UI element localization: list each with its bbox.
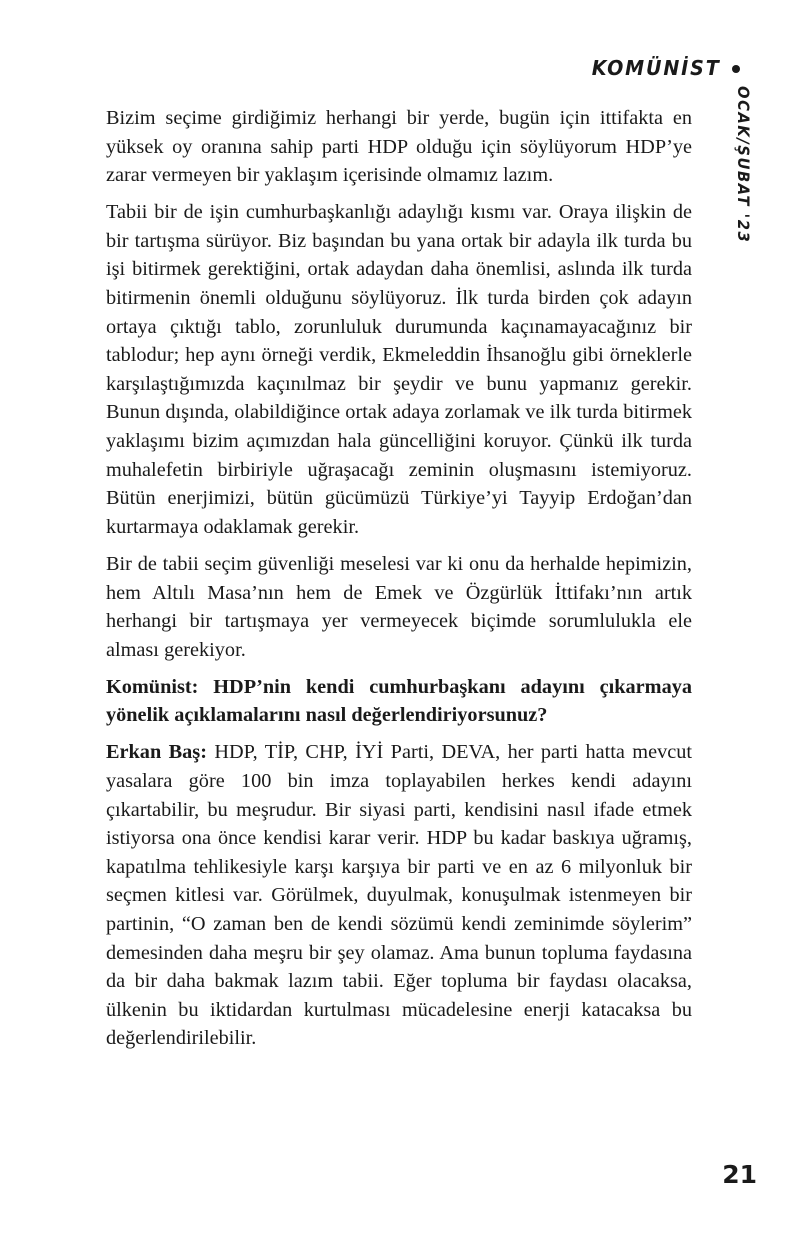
bullet-dot-icon bbox=[732, 65, 740, 73]
paragraph-2: Tabii bir de işin cumhurbaşkanlığı adaylığı kısmı var. Oraya ilişkin de bir tartışma sürüyor. Biz başından bu yana ortak bir adayla ilk turda bu işi bitirmek gerektiğini, ortak adaydan daha önemlisi, aslında ilk turda bitirmenin önemli olduğunu söylüyoruz. İlk turda birden çok adayın ortaya çıktığı tablo, zorunluluk durumunda kaçınamayacağınız bir tablodur; hep aynı örneği verdik, Ekmeleddin İhsanoğlu gibi örneklerle karşılaştığımızda kaçınılmaz bir şeydir ve bunu yapmanız gerekir. Bunun dışında, olabildiğince ortak adaya zorlamak ve ilk turda bitirmek yaklaşımı bizim açımızdan hala güncelliğini koruyor. Çünkü ilk turda muhalefetin birbiriyle uğraşacağı zeminin oluşmasını istemiyoruz. Bütün enerjimizi, bütün gücümüzü Türkiye’yi Tayyip Erdoğan’dan kurtarmaya odaklamak gerekir. bbox=[106, 201, 692, 538]
running-head bbox=[582, 56, 740, 80]
interview-answer bbox=[106, 738, 692, 1053]
page-number: 21 bbox=[722, 1160, 757, 1189]
paragraph-3: Bir de tabii seçim güvenliği meselesi var ki onu da herhalde hepimizin, hem Altılı Masa’nın hem de Emek ve Özgürlük İttifakı’nın artık herhangi bir tartışmaya yer vermeyecek biçimde sorumlulukla ele alması gerekiyor. bbox=[106, 552, 692, 661]
body-text-column bbox=[106, 104, 692, 1053]
interview-question: Komünist: HDP’nin kendi cumhurbaşkanı adayını çıkarmaya yönelik açıklamalarını nasıl değerlendiriyorsunuz? bbox=[106, 675, 692, 727]
magazine-title: KOMÜNİST bbox=[592, 56, 721, 80]
issue-date-tab bbox=[734, 86, 762, 246]
answer-body-text: HDP, TİP, CHP, İYİ Parti, DEVA, her parti hatta mevcut yasalara göre 100 bin imza toplayabilen herkes kendi adayını çıkartabilir, bu meşrudur. Bir siyasi parti, kendisini nasıl ifade etmek istiyorsa ona önce kendisi karar verir. HDP bu kadar baskıya uğramış, kapatılma tehlikesiyle karşı karşıya bir parti ve en az 6 milyonluk bir seçmen kitlesi var. Görülmek, duyulmak, konuşulmak istenmeyen bir partinin, “O zaman ben de kendi sözümü kendi zeminimde söylerim” demesinden daha meşru bir şey olamaz. Ama bunun topluma faydasına da bir daha bakmak lazım tabii. Eğer topluma bir faydası olacaksa, ülkenin bu iktidardan kurtulması mücadelesine enerji katacaksa bu değerlendirilebilir. bbox=[106, 741, 692, 1050]
issue-date-label: OCAK/ŞUBAT '23 bbox=[734, 86, 753, 244]
paragraph-1: Bizim seçime girdiğimiz herhangi bir yerde, bugün için ittifakta en yüksek oy oranına sahip parti HDP olduğu için söylüyorum HDP’ye zarar vermeyen bir yaklaşım içerisinde olmamız lazım. bbox=[106, 107, 692, 187]
answer-speaker-name: Erkan Baş: bbox=[106, 741, 207, 764]
